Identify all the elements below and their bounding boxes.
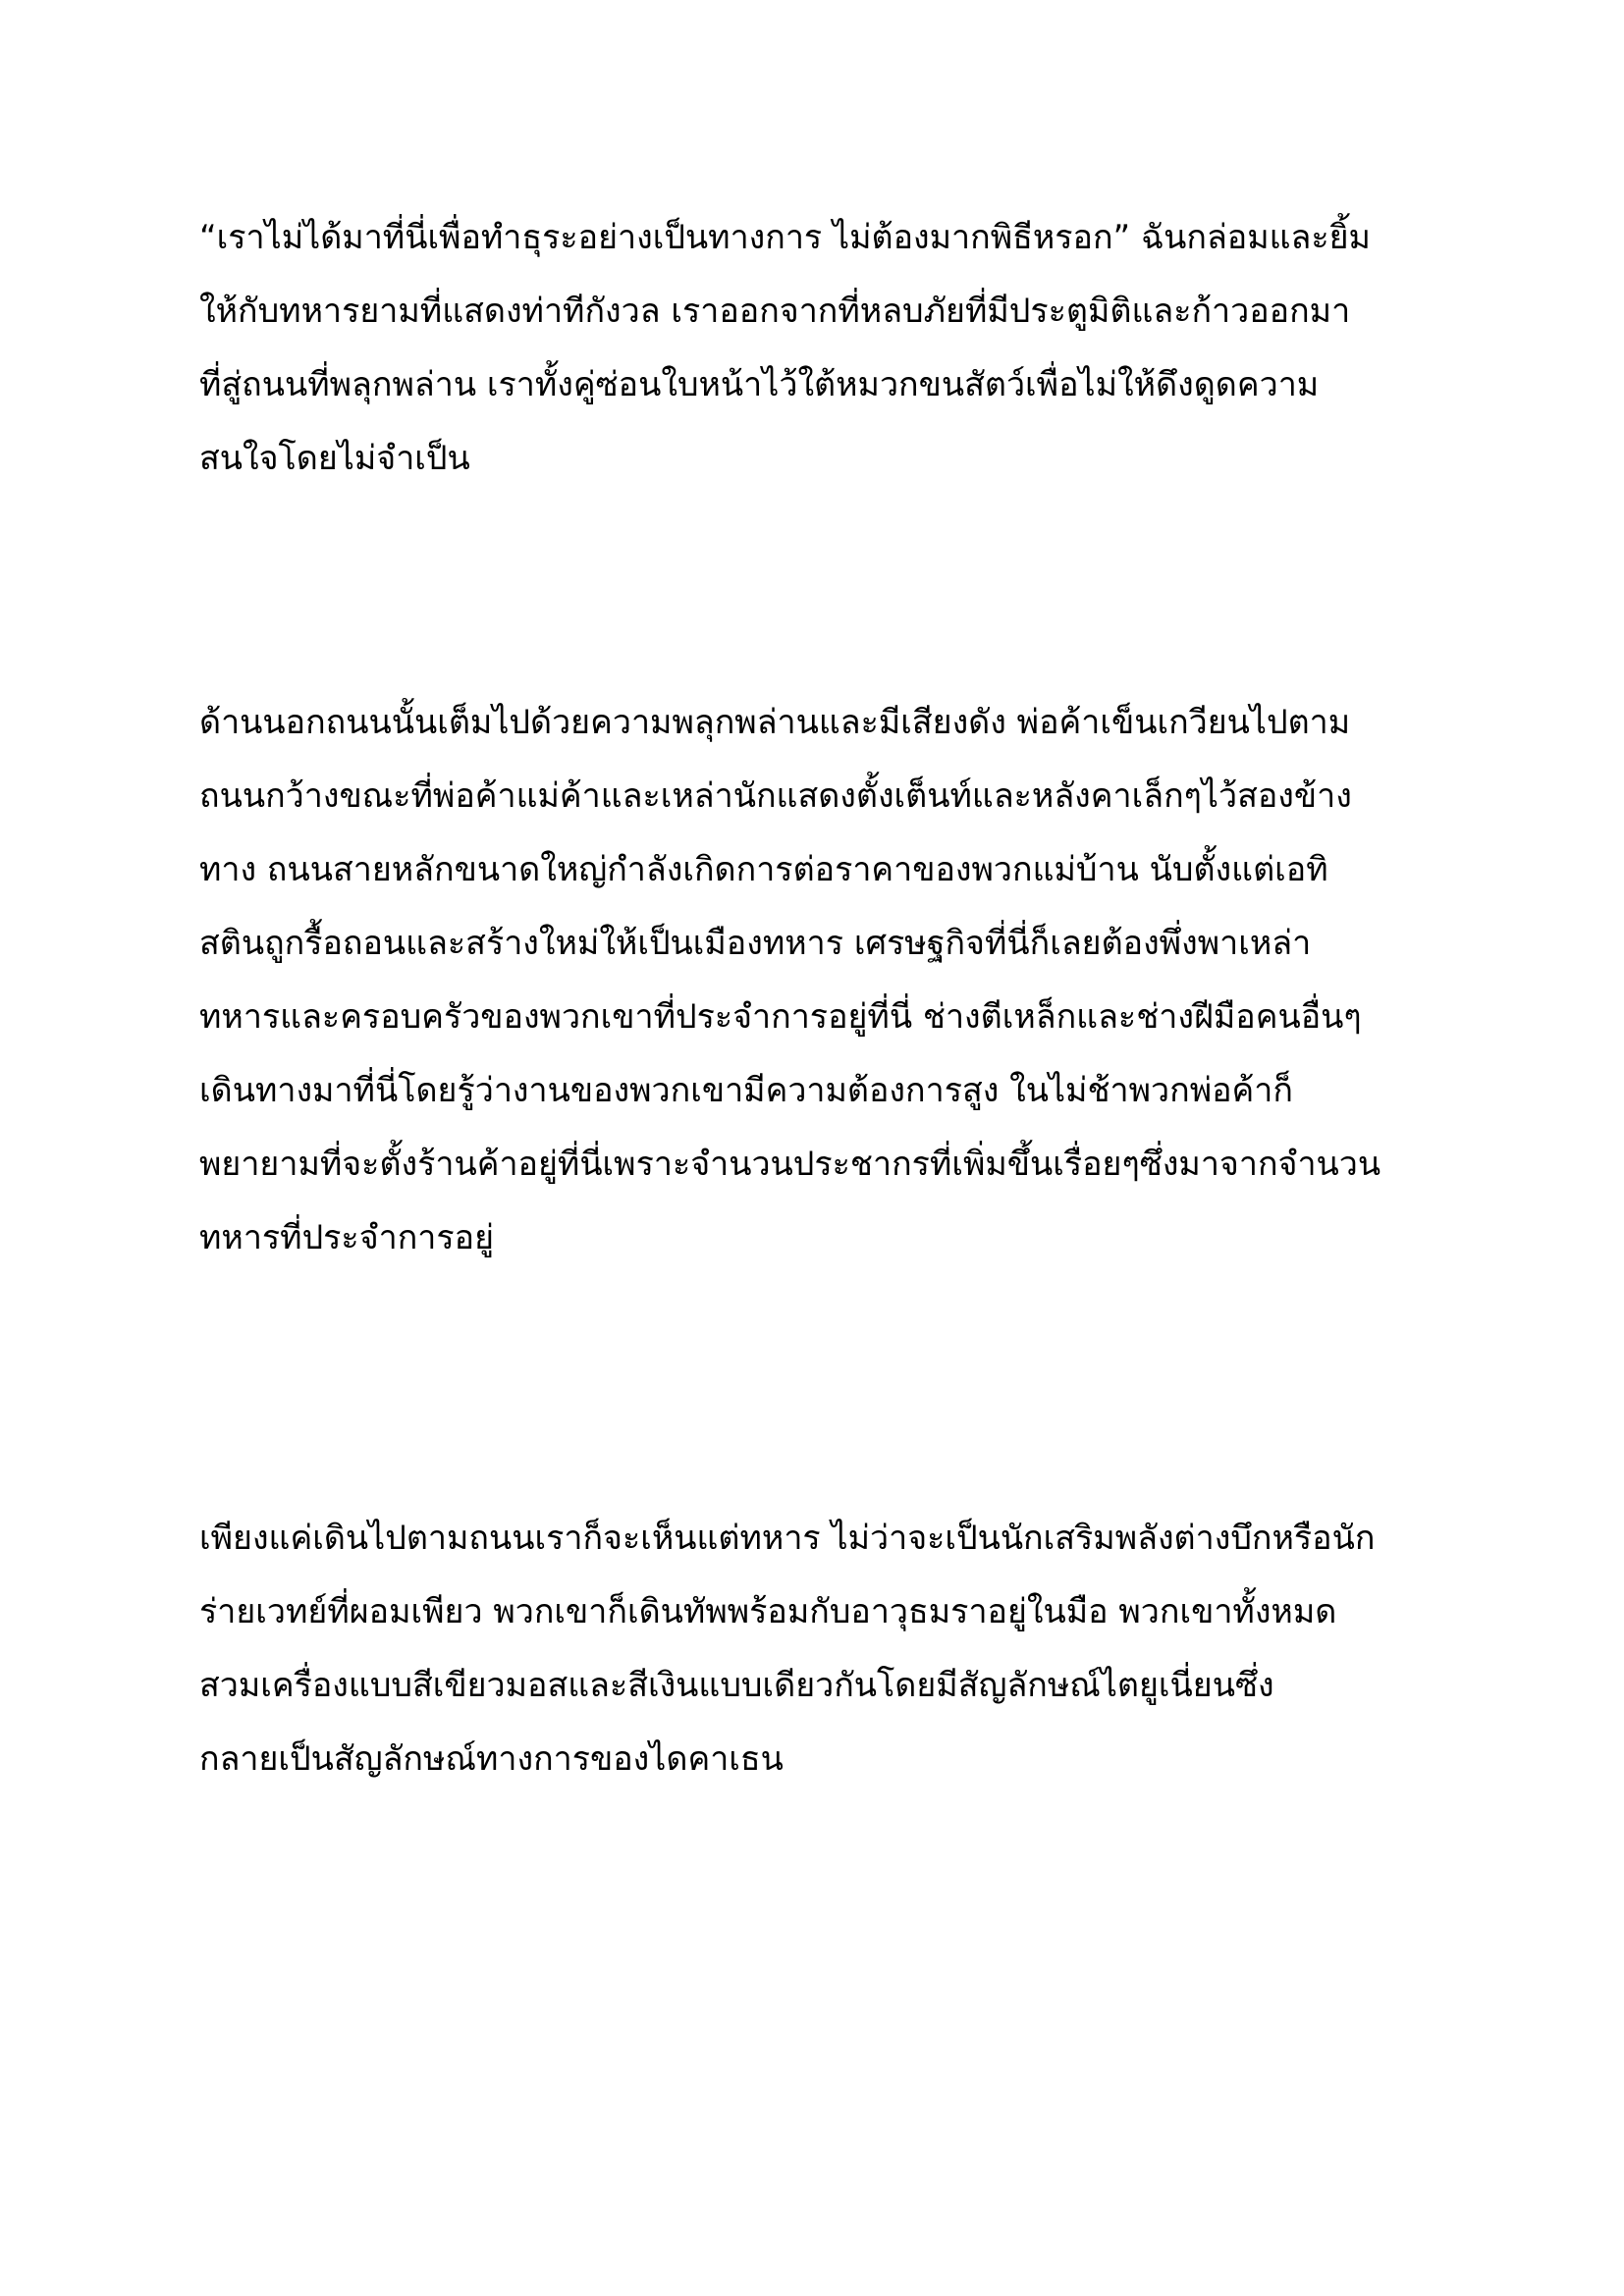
text-line: ด้านนอกถนนนั้นเต็มไปด้วยความพลุกพล่านและมีเสียงดัง พ่อค้าเข็นเกวียนไปตาม [199, 703, 1351, 742]
text-line: สนใจโดยไม่จำเป็น [199, 439, 470, 478]
text-line: พยายามที่จะตั้งร้านค้าอยู่ที่นี่เพราะจำนวนประชากรที่เพิ่มขึ้นเรื่อยๆซึ่งมาจากจำนวน [199, 1145, 1381, 1184]
text-line: สตินถูกรื้อถอนและสร้างใหม่ให้เป็นเมืองทหาร เศรษฐกิจที่นี่ก็เลยต้องพึ่งพาเหล่า [199, 924, 1312, 963]
text-line: “เราไม่ได้มาที่นี่เพื่อทำธุระอย่างเป็นทางการ ไม่ต้องมากพิธีหรอก” ฉันกล่อมและยิ้ม [199, 218, 1371, 257]
text-line: เดินทางมาที่นี่โดยรู้ว่างานของพวกเขามีความต้องการสูง ในไม่ช้าพวกพ่อค้าก็ [199, 1071, 1293, 1110]
paragraph-2 [199, 686, 1436, 1275]
text-line: ให้กับทหารยามที่แสดงท่าทีกังวล เราออกจากที่หลบภัยที่มีประตูมิติและก้าวออกมา [199, 292, 1351, 331]
paragraph-3 [199, 1502, 1436, 1796]
text-line: ร่ายเวทย์ที่ผอมเพียว พวกเขาก็เดินทัพพร้อมกับอาวุธมราอยู่ในมือ พวกเขาทั้งหมด [199, 1592, 1337, 1631]
text-line: กลายเป็นสัญลักษณ์ทางการของไดคาเธน [199, 1739, 784, 1779]
text-line: สวมเครื่องแบบสีเขียวมอสและสีเงินแบบเดียวกันโดยมีสัญลักษณ์ไตยูเนี่ยนซึ่ง [199, 1666, 1274, 1705]
text-line: ที่สู่ถนนที่พลุกพล่าน เราทั้งคู่ซ่อนใบหน้าไว้ใต้หมวกขนสัตว์เพื่อไม่ให้ดึงดูดความ [199, 365, 1320, 404]
text-line: เพียงแค่เดินไปตามถนนเราก็จะเห็นแต่ทหาร ไม่ว่าจะเป็นนักเสริมพลังต่างบึกหรือนัก [199, 1519, 1376, 1558]
text-line: ทหารและครอบครัวของพวกเขาที่ประจำการอยู่ที่นี่ ช่างตีเหล็กและช่างฝีมือคนอื่นๆ [199, 997, 1362, 1037]
paragraph-1 [199, 201, 1436, 496]
text-line: ทาง ถนนสายหลักขนาดใหญ่กำลังเกิดการต่อราคาของพวกแม่บ้าน นับตั้งแต่เอทิ [199, 850, 1328, 889]
text-line: ถนนกว้างขณะที่พ่อค้าแม่ค้าและเหล่านักแสดงตั้งเต็นท์และหลังคาเล็กๆไว้สองข้าง [199, 776, 1352, 816]
text-line: ทหารที่ประจำการอยู่ [199, 1218, 494, 1257]
